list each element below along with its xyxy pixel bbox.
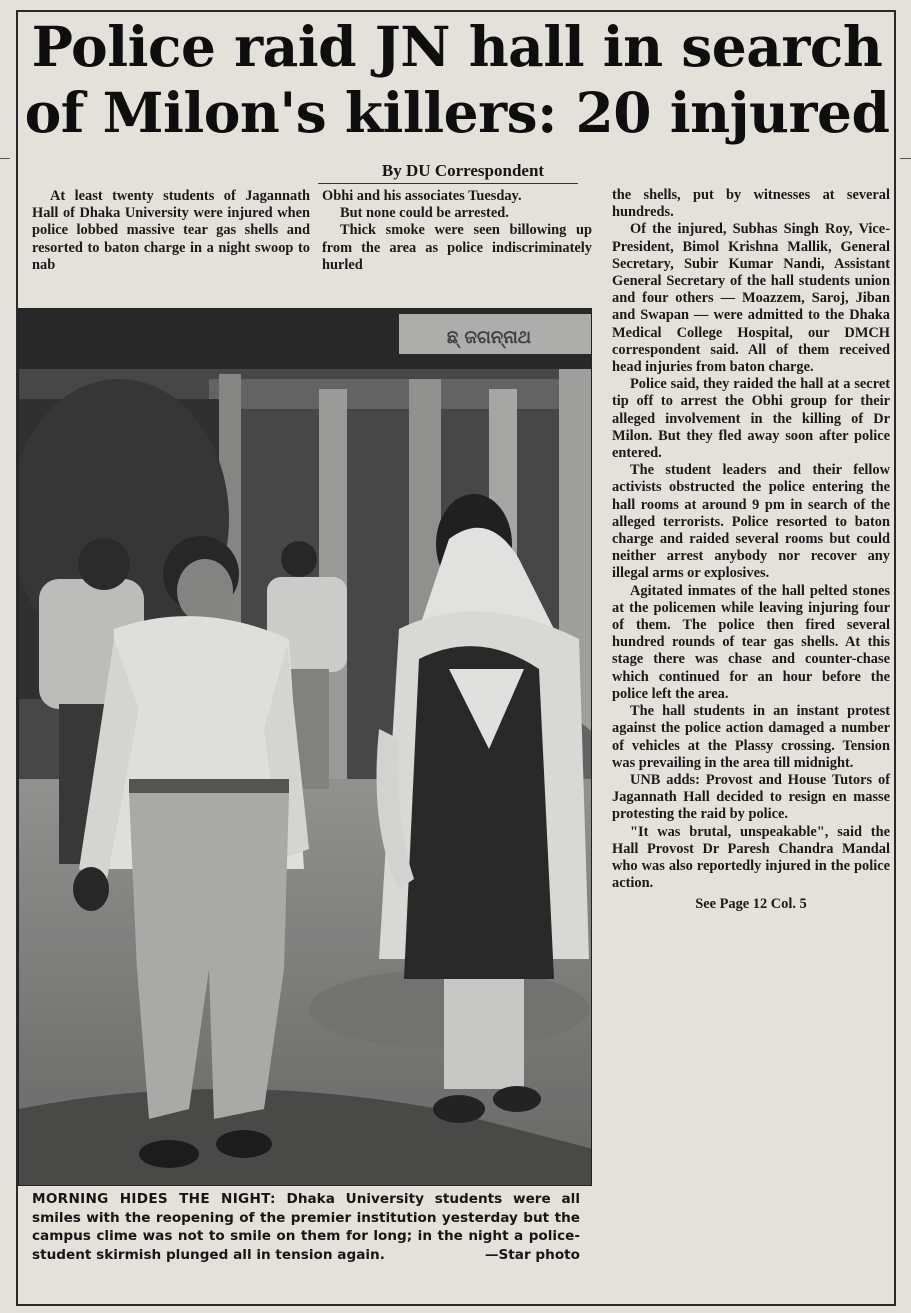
photo-credit: —Star photo (484, 1246, 580, 1263)
column-3-paragraph: "It was brutal, unspeakable", said the Hall Provost Dr Paresh Chandra Mandal who was also reportedly injured in the police action. (612, 823, 890, 892)
column-2-paragraph: But none could be arrested. (340, 205, 509, 222)
crop-mark-right (900, 158, 911, 159)
continuation-reference: See Page 12 Col. 5 (695, 896, 807, 913)
caption-lead: MORNING HIDES THE NIGHT: (32, 1191, 276, 1207)
article-column-2 (322, 188, 592, 274)
hall-sign-text: ଛ୍ ଜଗନ୍ନାଥ (446, 327, 532, 348)
column-3-paragraph: The student leaders and their fellow activists obstructed the police entering the hall rooms at around 9 pm in search of the alleged terrorists. Police resorted to baton charge and raided several rooms but could neither arrest anybody nor recover any illegal arms or explosives. (612, 462, 890, 582)
article-column-1 (32, 188, 310, 274)
byline-rule (318, 183, 578, 184)
crop-mark-left (0, 158, 10, 159)
column-3-continuation: the shells, put by witnesses at several hundreds. (612, 187, 890, 221)
headline-line-1: Police raid JN hall in search (31, 14, 883, 79)
column-3-paragraph: Agitated inmates of the hall pelted stones at the policemen while leaving injuring four of them. The police then fired several hundred rounds of tear gas shells. At this stage there was chase and counter-chase which continued for an hour before the police left the area. (612, 582, 890, 702)
column-3-paragraph: Police said, they raided the hall at a secret tip off to arrest the Obhi group for their alleged involvement in the killing of Dr Milon. But they fled away soon after police entered. (612, 376, 890, 462)
headline (24, 14, 890, 146)
column-3-paragraph: UNB adds: Provost and House Tutors of Jagannath Hall decided to resign en masse protesting the raid by police. (612, 771, 890, 823)
caption-text: Dhaka University students were all smiles with the reopening of the premier institution yesterday but the campus clime was not to smile on them for long; in the night a police-student skirmish plunged all in tension again. (32, 1191, 580, 1263)
column-3-paragraph: The hall students in an instant protest against the police action damaged a number of vehicles at the Plassy crossing. Tension was prevailing in the area till midnight. (612, 703, 890, 771)
column-3-paragraph: Of the injured, Subhas Singh Roy, Vice-President, Bimol Krishna Mallik, General Secretary, Subir Kumar Nandi, Assistant General Secretary of the hall students union and four others — Moazzem, Saroj, Jiban and Swapan — were admitted to the Dhaka Medical College Hospital, our DMCH correspondent said. All of them received head injuries from baton charge. (612, 221, 890, 376)
news-photo (18, 308, 592, 1186)
headline-line-2: of Milon's killers: 20 injured (24, 80, 890, 145)
photo-caption (32, 1190, 580, 1264)
byline: By DU Correspondent (381, 161, 545, 180)
article-column-3 (612, 187, 890, 914)
column-2-paragraph: Thick smoke were seen billowing up from the area as police indiscriminately hurled (322, 222, 592, 273)
photo-illustration (19, 309, 592, 1186)
column-1-paragraph: At least twenty students of Jagannath Hall of Dhaka University were injured when police lobbed massive tear gas shells and resorted to baton charge in a night swoop to nab (32, 188, 310, 273)
column-2-paragraph: Obhi and his associates Tuesday. (322, 188, 522, 204)
